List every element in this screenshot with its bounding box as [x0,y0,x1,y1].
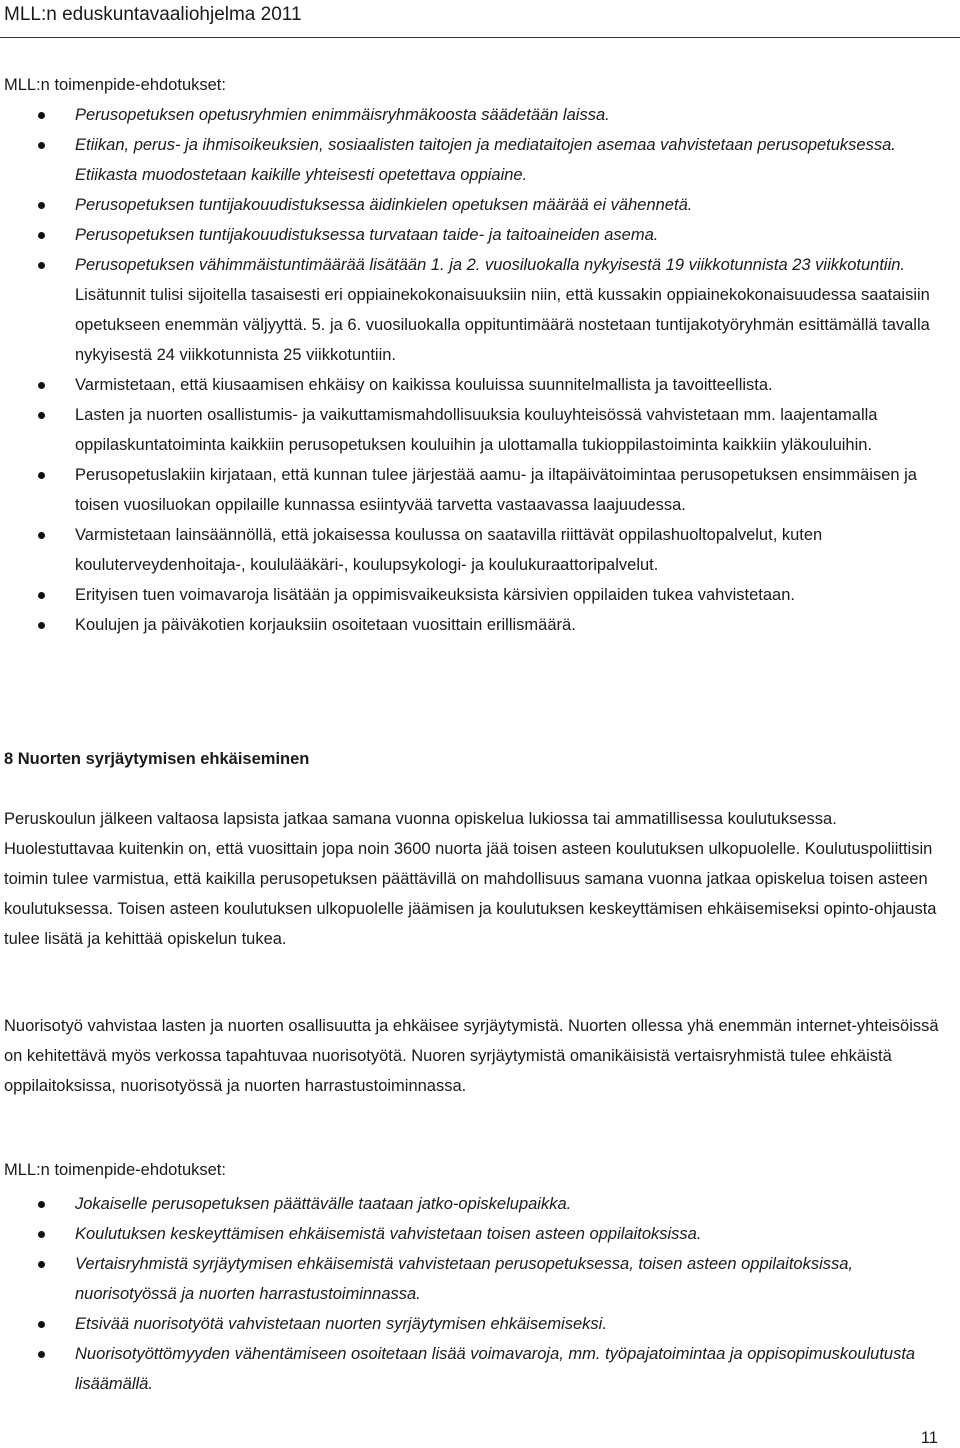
list-item-text: Vertaisryhmistä syrjäytymisen ehkäisemistä vahvistetaan perusopetuksessa, toisen asteen oppilaitoksissa, nuorisotyössä ja nuorten harrastustoiminnassa. [75,1255,854,1303]
bullet-icon [38,1321,45,1328]
bullet-icon [38,532,45,539]
list-item-text: Perusopetuksen tuntijakouudistuksessa turvataan taide- ja taitoaineiden asema. [75,226,659,244]
bullet-icon [38,592,45,599]
list-item-text: Varmistetaan, että kiusaamisen ehkäisy on kaikissa kouluissa suunnitelmallista ja tavoitteellista. [75,376,773,394]
section1-list [0,100,956,640]
list-item [0,190,956,220]
list-item-text: Jokaiselle perusopetuksen päättävälle taataan jatko-opiskelupaikka. [75,1195,572,1213]
list-item [0,400,956,460]
bullet-icon [38,472,45,479]
list-item-text: Erityisen tuen voimavaroja lisätään ja oppimisvaikeuksista kärsivien oppilaiden tukea vahvistetaan. [75,586,795,604]
list-item-text: Etiikan, perus- ja ihmisoikeuksien, sosiaalisten taitojen ja mediataitojen asemaa vahvistetaan perusopetuksessa. Etiikasta muodostetaan kaikille yhteisesti opetettava oppiaine. [75,136,896,184]
bullet-icon [38,412,45,419]
list-item [0,1339,956,1399]
list-item [0,220,956,250]
list-item-text: Lasten ja nuorten osallistumis- ja vaikuttamismahdollisuuksia kouluyhteisössä vahvistetaan mm. laajentamalla oppilaskuntatoiminta kaikkiin perusopetuksen kouluihin ja ulottamalla tukioppilastoiminta kaikkiin yläkouluihin. [75,406,878,454]
list-item [0,580,956,610]
document-header [0,0,960,38]
bullet-icon [38,1201,45,1208]
section-heading: 8 Nuorten syrjäytymisen ehkäiseminen [4,750,310,768]
bullet-icon [38,262,45,269]
paragraph: Peruskoulun jälkeen valtaosa lapsista jatkaa samana vuonna opiskelua lukiossa tai ammatillisessa koulutuksessa. Huolestuttavaa kuitenkin on, että vuosittain jopa noin 3600 nuorta jää toisen asteen koulutuksen ulkopuolelle. Koulutuspoliittisin toimin tulee varmistua, että kaikilla perusopetuksen päättävillä on mahdollisuus samana vuonna jatkaa opiskelua toisen asteen koulutuksessa. Toisen asteen koulutuksen ulkopuolelle jäämisen ja koulutuksen keskeyttämisen ehkäisemiseksi opinto-ohjausta tulee lisätä ja kehittää opiskelun tukea. [4,810,937,948]
bullet-icon [38,1231,45,1238]
section2-list [0,1189,956,1399]
list-item-text: Varmistetaan lainsäännöllä, että jokaisessa koulussa on saatavilla riittävät oppilashuoltopalvelut, kuten kouluterveydenhoitaja-, koululääkäri-, koulupsykologi- ja koulukuraattoripalvelut. [75,526,823,574]
section2-label: MLL:n toimenpide-ehdotukset: [4,1161,226,1179]
list-item [0,1249,956,1309]
page-number: 11 [920,1429,938,1447]
list-item-text: Perusopetuksen vähimmäistuntimäärää lisätään 1. ja 2. vuosiluokalla nykyisestä 19 viikkotunnista 23 viikkotuntiin. [75,256,906,274]
bullet-icon [38,622,45,629]
list-item [0,460,956,520]
document-title: MLL:n eduskuntavaaliohjelma 2011 [4,4,302,25]
list-item [0,610,956,640]
bullet-icon [38,112,45,119]
bullet-icon [38,232,45,239]
bullet-icon [38,1351,45,1358]
bullet-icon [38,1261,45,1268]
list-item-text: Perusopetuksen opetusryhmien enimmäisryhmäkoosta säädetään laissa. [75,106,610,124]
list-item [0,130,956,190]
paragraph: Nuorisotyö vahvistaa lasten ja nuorten osallisuutta ja ehkäisee syrjäytymistä. Nuorten ollessa yhä enemmän internet-yhteisöissä on kehitettävä myös verkossa tapahtuvaa nuorisotyötä. Nuoren syrjäytymistä omanikäisistä vertaisryhmistä tulee ehkäistä oppilaitoksissa, nuorisotyössä ja nuorten harrastustoiminnassa. [4,1017,939,1095]
list-item-continuation: Lisätunnit tulisi sijoitella tasaisesti eri oppiainekokonaisuuksiin niin, että kussakin oppiainekokonaisuudessa saataisiin opetukseen enemmän väljyyttä. 5. ja 6. vuosiluokalla oppituntimäärä nostetaan tuntijakotyöryhmän esittämällä tavalla nykyisestä 24 viikkotunnista 25 viikkotuntiin. [75,286,930,364]
list-item-text: Koulutuksen keskeyttämisen ehkäisemistä vahvistetaan toisen asteen oppilaitoksissa. [75,1225,702,1243]
list-item-text: Perusopetuslakiin kirjataan, että kunnan tulee järjestää aamu- ja iltapäivätoimintaa perusopetuksen ensimmäisen ja toisen vuosiluokan oppilaille kunnassa esiintyvää tarvetta vastaavassa laajuudessa. [75,466,917,514]
list-item [0,250,956,370]
bullet-icon [38,142,45,149]
list-item [0,100,956,130]
bullet-icon [38,382,45,389]
section1-label: MLL:n toimenpide-ehdotukset: [4,76,226,94]
list-item-text: Etsivää nuorisotyötä vahvistetaan nuorten syrjäytymisen ehkäisemiseksi. [75,1315,607,1333]
list-item [0,370,956,400]
bullet-icon [38,202,45,209]
list-item-text: Nuorisotyöttömyyden vähentämiseen osoitetaan lisää voimavaroja, mm. työpajatoimintaa ja oppisopimuskoulutusta lisäämällä. [75,1345,916,1393]
list-item-text: Koulujen ja päiväkotien korjauksiin osoitetaan vuosittain erillismäärä. [75,616,576,634]
list-item [0,1309,956,1339]
list-item [0,1219,956,1249]
list-item [0,1189,956,1219]
list-item-text: Perusopetuksen tuntijakouudistuksessa äidinkielen opetuksen määrää ei vähennetä. [75,196,693,214]
list-item [0,520,956,580]
